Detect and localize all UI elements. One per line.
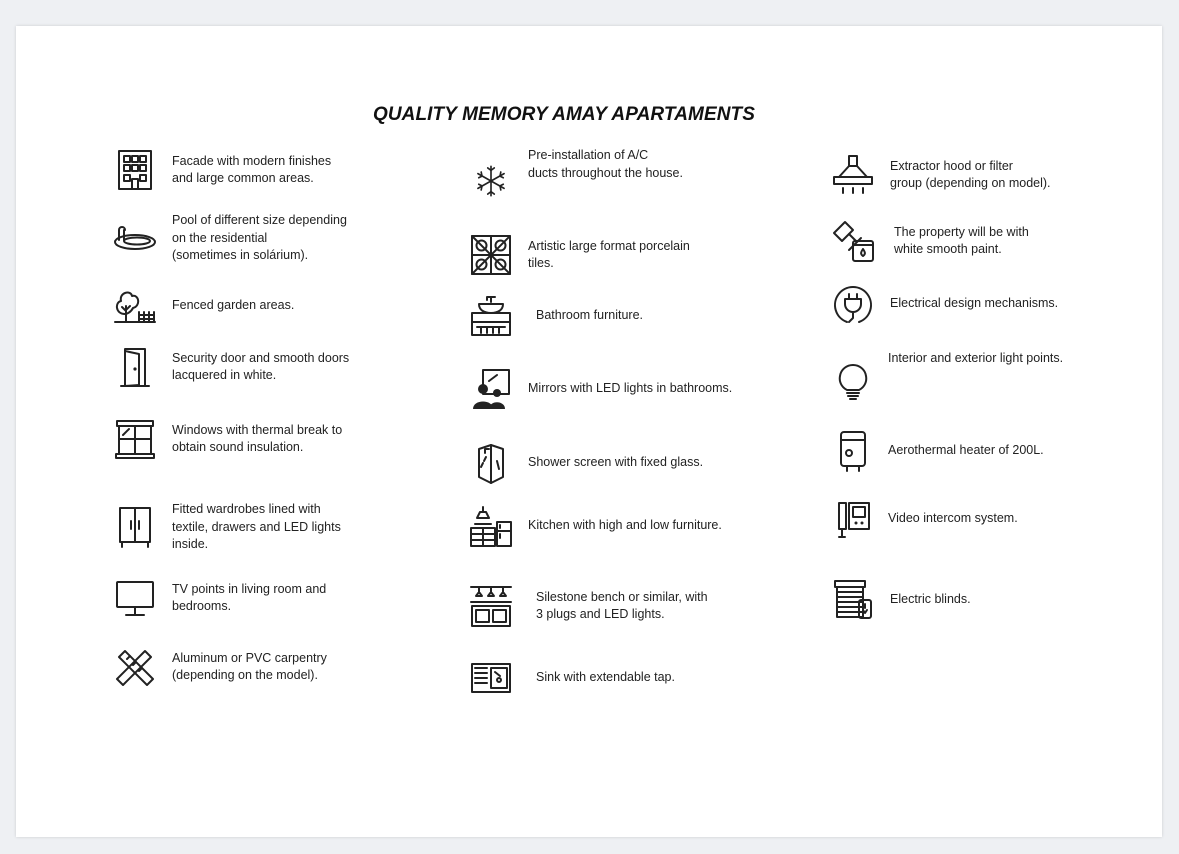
- bathroom-furniture-icon: [468, 291, 514, 341]
- feature-label: Kitchen with high and low furniture.: [528, 518, 722, 533]
- intercom-icon: [830, 494, 876, 544]
- feature-label: TV points in living room and bedrooms.: [172, 581, 327, 613]
- feature-item: [468, 230, 690, 280]
- paint-icon: [830, 216, 876, 266]
- feature-item: [468, 143, 683, 193]
- feature-label: Extractor hood or filter group (depending on model).: [890, 158, 1051, 190]
- building-icon: [112, 145, 158, 195]
- extractor-hood-icon: [830, 150, 876, 200]
- feature-label: Fitted wardrobes lined with textile, drawers and LED lights inside.: [172, 502, 341, 551]
- feature-item: [112, 342, 349, 392]
- feature-label: Security door and smooth doors lacquered in white.: [172, 350, 350, 382]
- feature-label: Silestone bench or similar, with 3 plugs and LED lights.: [536, 589, 708, 621]
- feature-label: Shower screen with fixed glass.: [528, 455, 704, 470]
- feature-item: [112, 501, 341, 554]
- feature-item: [112, 281, 294, 331]
- document-page: [16, 26, 1162, 837]
- feature-label: Fenced garden areas.: [172, 298, 295, 313]
- lightbulb-icon: [830, 342, 876, 392]
- window-icon: [112, 414, 158, 464]
- pool-icon: [112, 213, 158, 263]
- feature-label: Pool of different size depending on the residential (sometimes in solárium).: [172, 213, 347, 262]
- snowflake-icon: [468, 143, 514, 193]
- feature-item: [468, 501, 722, 551]
- feature-item: [112, 414, 342, 464]
- feature-label: Aluminum or PVC carpentry (depending on the model).: [172, 650, 327, 682]
- plug-icon: [830, 279, 876, 329]
- feature-item: [830, 150, 1051, 200]
- blinds-icon: [830, 575, 876, 625]
- tv-icon: [112, 573, 158, 623]
- carpentry-icon: [112, 642, 158, 692]
- door-icon: [112, 342, 158, 392]
- feature-label: Aerothermal heater of 200L.: [888, 443, 1044, 458]
- feature-item: [468, 581, 708, 631]
- shower-icon: [468, 438, 514, 488]
- feature-label: The property will be with white smooth paint.: [894, 224, 1029, 256]
- feature-item: [468, 364, 732, 414]
- feature-item: [468, 653, 675, 703]
- feature-label: Electrical design mechanisms.: [890, 296, 1059, 311]
- sink-icon: [468, 653, 514, 703]
- feature-label: Mirrors with LED lights in bathrooms.: [528, 381, 733, 396]
- feature-item: [468, 438, 703, 488]
- wardrobe-icon: [112, 502, 158, 552]
- heater-icon: [830, 426, 876, 476]
- feature-label: Windows with thermal break to obtain sound insulation.: [172, 422, 343, 454]
- feature-label: Sink with extendable tap.: [536, 670, 675, 685]
- feature-item: [112, 642, 327, 692]
- kitchen-icon: [468, 501, 514, 551]
- page-title: QUALITY MEMORY AMAY APARTAMENTS: [372, 104, 756, 125]
- feature-label: Pre-installation of A/C ducts throughout the house.: [528, 148, 683, 180]
- feature-label: Facade with modern finishes and large common areas.: [172, 153, 332, 185]
- feature-label: Video intercom system.: [888, 511, 1018, 526]
- feature-item: [830, 426, 1044, 476]
- mirror-icon: [468, 364, 514, 414]
- feature-item: [830, 342, 1063, 392]
- garden-icon: [112, 281, 158, 331]
- feature-item: [112, 212, 347, 265]
- feature-item: [830, 279, 1058, 329]
- feature-label: Bathroom furniture.: [536, 308, 643, 323]
- tiles-icon: [468, 230, 514, 280]
- bench-icon: [468, 581, 514, 631]
- feature-item: [112, 145, 331, 195]
- feature-label: Interior and exterior light points.: [888, 351, 1064, 365]
- feature-label: Electric blinds.: [890, 592, 971, 607]
- feature-item: [830, 575, 971, 625]
- feature-label: Artistic large format porcelain tiles.: [528, 238, 690, 270]
- feature-item: [830, 494, 1018, 544]
- feature-item: [112, 573, 326, 623]
- feature-item: [468, 291, 643, 341]
- feature-item: [830, 216, 1029, 266]
